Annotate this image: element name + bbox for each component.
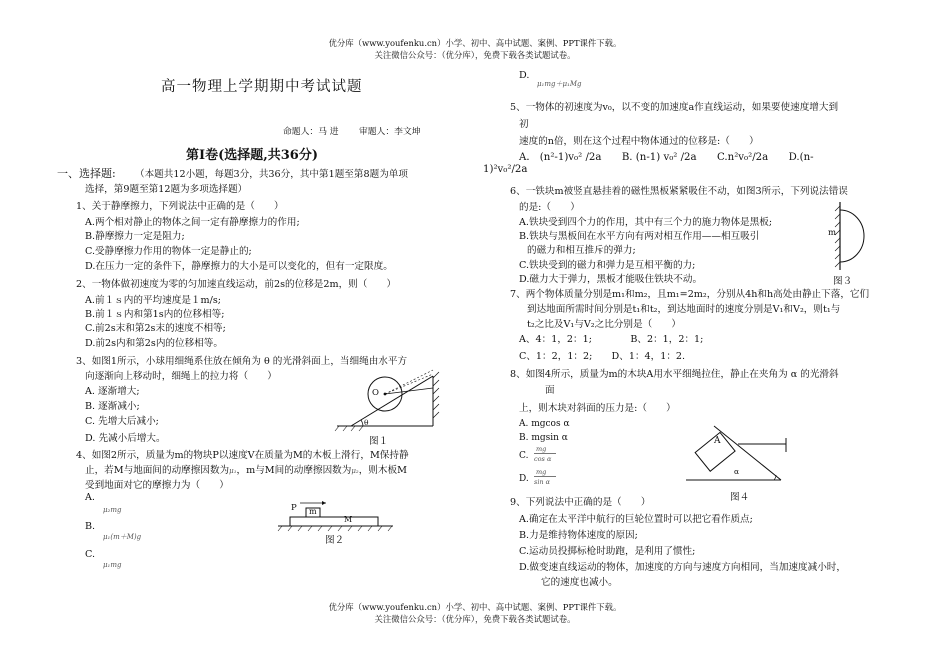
q7-options-cd: C、1：2，1：2; D、1：4，1：2. xyxy=(519,351,686,362)
q7-stem-1: 7、两个物体质量分别是m₁和m₂，且m₁=2m₂，分别从4h和h高处由静止下落，它们 xyxy=(510,289,870,300)
q3-option-d: D. 先减小后增大。 xyxy=(85,433,166,444)
q9-option-d-2: 它的速度也减小。 xyxy=(541,577,618,588)
q8-stem-2: 上，则木块对斜面的压力是:（ ） xyxy=(519,403,676,414)
q5-stem-1: 5、一物体的初速度为v₀，以不变的加速度a作直线运动，如果要使速度增大到 xyxy=(510,102,839,113)
q8-option-c-den: cos α xyxy=(534,455,552,463)
q1-option-c: C.受静摩擦力作用的物体一定是静止的; xyxy=(85,246,252,257)
figure-2-label-M: M xyxy=(344,515,353,524)
q1-stem: 1、关于静摩擦力，下列说法中正确的是（ ） xyxy=(76,201,284,212)
q4-mu1: μ₁ xyxy=(229,467,237,475)
footer-banner-line2: 关注微信公众号：（优分库），免费下载各类试题试卷。 xyxy=(374,614,576,624)
q8-option-d-num: mg xyxy=(536,468,547,476)
figure-3-caption: 图３ xyxy=(833,276,853,287)
figure-2-label-p: P xyxy=(291,503,297,513)
q7-stem-2: 到达地面所需时间分别是t₁和t₂，到达地面时的速度分别是V₁和V₂，则t₁与 xyxy=(527,304,841,315)
q9-stem: 9、下列说法中正确的是（ ） xyxy=(510,497,651,508)
q5-stem-2: 速度的n倍，则在这个过程中物体通过的位移是:（ ） xyxy=(519,136,759,147)
q4-option-d: D. xyxy=(519,70,530,81)
q9-option-c: C.运动员投掷标枪时助跑，是利用了惯性; xyxy=(519,546,696,557)
authors-line: 命题人：马 进 审题人：李文坤 xyxy=(283,127,421,137)
q3-option-a: A. 逐渐增大; xyxy=(85,386,140,397)
q2-option-c: C.前2s末和第2s末的速度不相等; xyxy=(85,323,226,334)
q4-option-a-expr: μ₂mg xyxy=(103,506,122,514)
figure-1-caption: 图１ xyxy=(369,436,389,447)
q6-option-b-1: B.铁块与黑板间在水平方向有两对相互作用——相互吸引 xyxy=(519,231,760,242)
q4-option-d-expr: μ₁mg＋μ₁Mg xyxy=(537,80,582,88)
q8-stem-1: 8、如图4所示，质量为m的木块A用水平细绳拉住，静止在夹角为 α 的光滑斜 xyxy=(510,369,839,380)
q7-options-ab: A、4：1，2：1; B、2：1，2：1; xyxy=(519,334,704,345)
q4-stem-1: 4、如图2所示，质量为m的物块P以速度V在质量为M的木板上滑行，M保持静 xyxy=(76,450,409,461)
q4-option-b: B. xyxy=(85,521,96,532)
figure-1-label-theta: θ xyxy=(364,418,369,427)
q6-option-c: C.铁块受到的磁力和弹力是互相平衡的力; xyxy=(519,260,696,271)
header-banner-line2: 关注微信公众号：（优分库），免费下载各类试题试卷。 xyxy=(374,50,576,60)
q4-stem-2b: ，m与M间的动摩擦因数为 xyxy=(236,465,352,476)
q4-stem-2a: 止，若M与地面间的动摩擦因数为 xyxy=(85,465,230,476)
page-title: 高一物理上学期期中考试试题 xyxy=(161,79,363,95)
q4-stem-2c: ，则木板M xyxy=(358,465,407,476)
q2-stem: 2、一物体做初速度为零的匀加速直线运动，前2s的位移是2m，则（ ） xyxy=(76,279,397,290)
figure-3-label-m: m xyxy=(828,228,837,238)
q6-option-d: D.磁力大于弹力，黑板才能吸住铁块不动。 xyxy=(519,274,703,285)
q6-option-a: A.铁块受到四个力的作用，其中有三个力的施力物体是黑板; xyxy=(519,217,773,228)
q8-option-c: C. xyxy=(519,451,529,461)
part-desc-2: 选择，第9题至第12题为多项选择题） xyxy=(85,184,248,195)
q1-option-d: D.在压力一定的条件下，静摩擦力的大小是可以变化的，但有一定限度。 xyxy=(85,261,393,272)
q4-option-a: A. xyxy=(85,492,95,503)
q8-option-c-fraction-bar xyxy=(534,453,556,454)
q3-option-b: B. 逐渐减小; xyxy=(85,401,140,412)
q6-stem-2: 的是:（ ） xyxy=(519,202,580,213)
q1-option-a: A.两个相对静止的物体之间一定有静摩擦力的作用; xyxy=(85,217,300,228)
q9-option-a: A.确定在太平洋中航行的巨轮位置时可以把它看作质点; xyxy=(519,514,753,525)
footer-banner-line1: 优分库（www.youfenku.cn）小学、初中、高中试题、案例、PPT课件下载。 xyxy=(328,602,622,612)
q6-option-b-2: 的磁力和相互推斥的弹力; xyxy=(527,245,636,256)
q8-option-d-fraction-bar xyxy=(534,476,556,477)
q8-option-d-den: sin α xyxy=(534,478,551,486)
q8-option-c-num: mg xyxy=(536,445,547,453)
q5-options: A． (n²-1)v₀² /2a B. (n-1) v₀² /2a C.n²v₀²/2a D.(n- xyxy=(519,152,814,163)
q4-option-c-expr: μ₁mg xyxy=(103,561,122,569)
q6-stem-1: 6、一铁块m被竖直悬挂着的磁性黑板紧紧吸住不动，如图3所示，下列说法错误 xyxy=(510,186,848,197)
figure-2-caption: 图２ xyxy=(325,535,345,546)
q3-option-c: C. 先增大后减小; xyxy=(85,416,159,427)
figure-4-label-a: A xyxy=(714,436,721,446)
q9-option-b: B.力是维持物体速度的原因; xyxy=(519,530,638,541)
q3-stem-1: 3、如图1所示，小球用细绳系住放在倾角为 θ 的光滑斜面上，当细绳由水平方 xyxy=(76,356,408,367)
q4-option-c: C. xyxy=(85,549,96,560)
q2-option-d: D.前2s内和第2s内的位移相等。 xyxy=(85,338,223,349)
q8-option-d: D. xyxy=(519,474,529,484)
q4-stem-3: 受到地面对它的摩擦力为（ ） xyxy=(85,480,229,491)
q8-option-a: A. mgcos α xyxy=(519,419,570,429)
q3-stem-2: 向逐渐向上移动时，细绳上的拉力将（ ） xyxy=(85,371,277,382)
q7-stem-3: t₂之比及V₁与V₂之比分别是（ ） xyxy=(527,319,681,330)
part-heading: 一、选择题: xyxy=(57,167,116,180)
part-desc-1: （本题共12小题，每题3分，共36分，其中第1题至第8题为单项 xyxy=(135,169,408,180)
figure-4-caption: 图４ xyxy=(730,492,750,503)
q5-stem-1b: 初 xyxy=(519,119,529,130)
section-heading: 第Ⅰ卷(选择题,共36分) xyxy=(186,148,318,163)
q4-stem-2 xyxy=(85,462,407,476)
q2-option-a: A.前１ｓ内的平均速度是１m/s; xyxy=(85,295,221,306)
figure-2-label-m: m xyxy=(309,507,317,516)
header-banner-line1: 优分库（www.youfenku.cn）小学、初中、高中试题、案例、PPT课件下载。 xyxy=(328,38,622,48)
figure-1 xyxy=(335,368,445,438)
figure-4 xyxy=(686,418,796,488)
q4-mu2: μ₂ xyxy=(351,467,359,475)
q8-stem-1b: 面 xyxy=(545,385,555,396)
q9-option-d-1: D.做变速直线运动的物体，加速度的方向与速度方向相同，当加速度减小时， xyxy=(519,562,846,573)
q1-option-b: B.静摩擦力一定是阻力; xyxy=(85,231,185,242)
figure-4-label-alpha: α xyxy=(734,467,740,476)
figure-1-label-o: O xyxy=(372,388,379,398)
q8-option-b: B. mgsin α xyxy=(519,433,568,443)
q2-option-b: B.前１ｓ内和第1s内的位移相等; xyxy=(85,309,225,320)
q5-options-cont: 1)²v₀²/2a xyxy=(483,164,528,175)
q4-option-b-expr: μ₁(m＋M)g xyxy=(103,533,142,541)
